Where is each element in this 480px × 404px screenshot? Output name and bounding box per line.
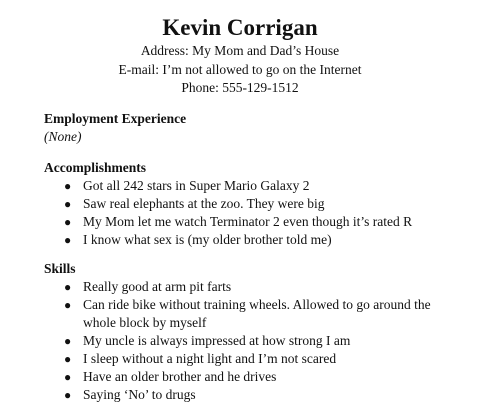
bullet-icon: ● [64,280,72,294]
bullet-icon: ● [64,352,72,366]
address-line: Address: My Mom and Dad’s House [140,43,340,58]
bullet-icon: ● [64,298,72,312]
accomplishments-section [44,159,464,249]
bullet-icon: ● [64,388,72,402]
skills-heading: Skills [44,261,76,276]
applicant-name: Kevin Corrigan [162,15,318,40]
bullet-icon: ● [64,334,72,348]
resume-header [0,14,480,98]
list-item: ● My Mom let me watch Terminator 2 even though it’s rated R [64,214,413,229]
bullet-icon: ● [64,370,72,384]
bullet-icon: ● [64,197,72,211]
list-item: ● I know what sex is (my older brother told me) [64,232,332,247]
bullet-icon: ● [64,179,72,193]
employment-value: (None) [44,129,82,144]
list-item: ● Got all 242 stars in Super Mario Galaxy 2 [64,178,310,193]
employment-heading: Employment Experience [44,111,187,126]
list-item: ● My uncle is always impressed at how strong I am [64,333,351,348]
phone-line: Phone: 555-129-1512 [181,80,299,95]
email-line: E-mail: I’m not allowed to go on the Internet [118,61,362,77]
skills-section [44,260,464,404]
accomplishments-heading: Accomplishments [44,160,146,175]
list-item: ● Saw real elephants at the zoo. They were big [64,196,325,211]
list-item: ● Can ride bike without training wheels. Allowed to go around the whole block by myself [64,297,431,330]
bullet-icon: ● [64,233,72,247]
list-item: ● Really good at arm pit farts [64,279,232,294]
accomplishments-list [44,177,464,249]
list-item: ● Saying ‘No’ to drugs [64,387,196,402]
bullet-icon: ● [64,215,72,229]
employment-section [44,110,464,146]
list-item: ● I sleep without a night light and I’m not scared [64,351,337,366]
skills-list [44,278,464,404]
list-item: ● Have an older brother and he drives [64,369,277,384]
